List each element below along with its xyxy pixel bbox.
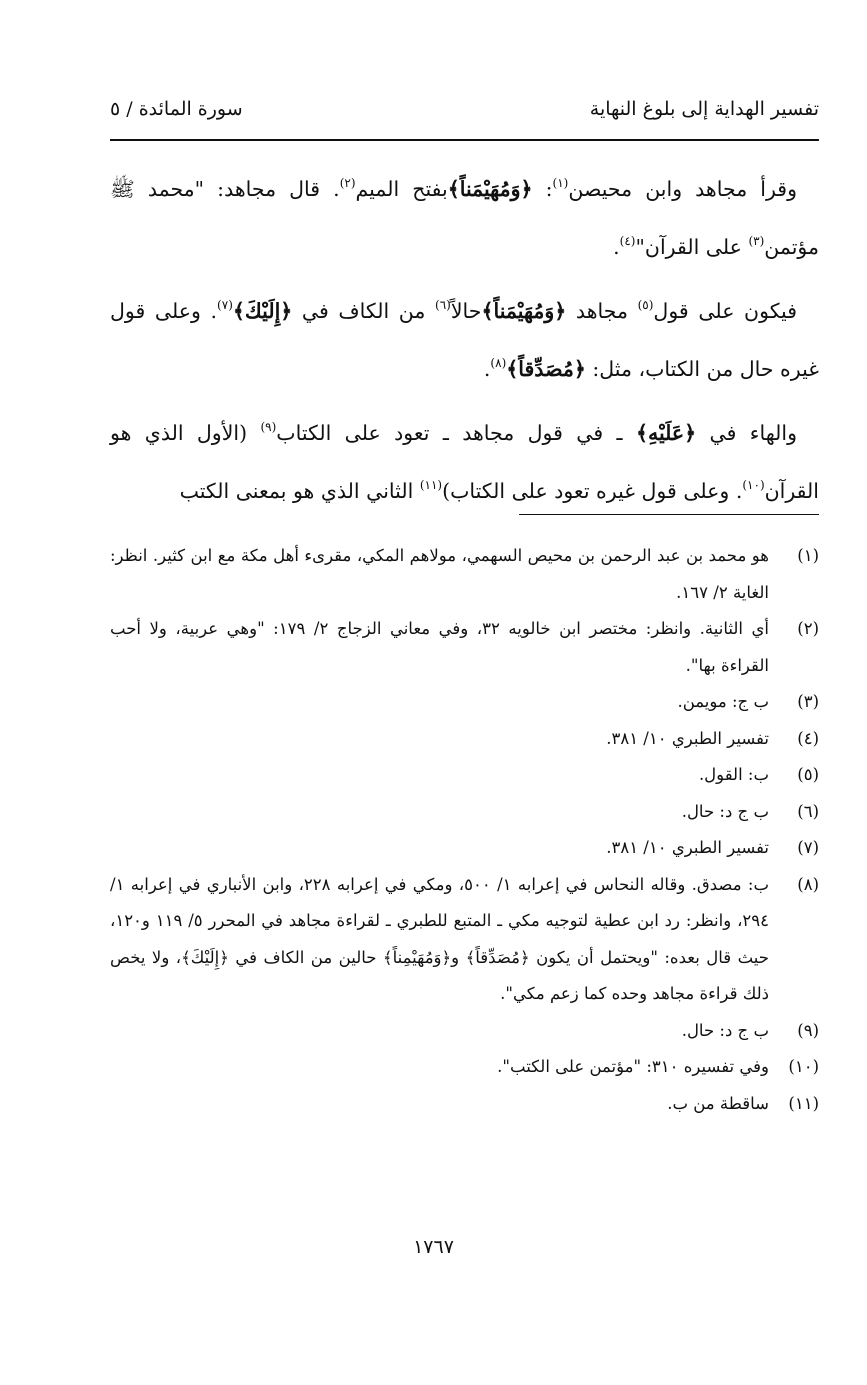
footnote-ref-11: (١١)	[419, 478, 443, 492]
footnote-text: تفسير الطبري ١٠/ ٣٨١.	[606, 728, 769, 748]
footnote-number: (١)	[797, 546, 819, 565]
footnote-number: (٧)	[797, 838, 819, 857]
footnote-number: (١٠)	[788, 1057, 819, 1076]
quran-word: ﴿مُصَدِّقاً﴾	[506, 357, 586, 381]
header-rule	[110, 139, 819, 141]
footnote-number: (٥)	[797, 765, 819, 784]
footnote-text: أي الثانية. وانظر: مختصر ابن خالويه ٣٢، وفي معاني الزجاج ٢/ ١٧٩: "وهي عربية، ولا أحب القراءة بها".	[110, 619, 769, 675]
footnote-text: ساقطة من ب.	[667, 1093, 769, 1113]
footnote	[110, 757, 819, 794]
footnote-number: (٩)	[797, 1020, 819, 1040]
footnote-text: هو محمد بن عبد الرحمن بن محيص السهمي، مولاهم المكي، مقرىء أهل مكة مع ابن كثير. انظر: الغاية ٢/ ١٦٧.	[110, 546, 769, 602]
footnote-text: ب: مصدق. وقاله النحاس في إعرابه ١/ ٥٠٠، ومكي في إعرابه ٢٢٨، وابن الأنباري في إعرابه ١/ ٢٩٤، وانظر: رد ابن عطية لتوجيه مكي ـ المتبع للطبري ـ لقراءة مجاهد في المحرر ٥/ ١١٩ و١٢٠، حيث قال بعده: "ويحتمل أن يكون ﴿مُصَدِّقاً﴾ و﴿وَمُهَيْمِناً﴾ حالين من الكاف في ﴿إِلَيْكَ﴾، ولا يخص ذلك قراءة مجاهد وحده كما زعم مكي".	[110, 874, 769, 1003]
quran-word: ﴿عَلَيْهِ﴾	[635, 421, 697, 445]
footnote	[110, 1049, 819, 1086]
footnote	[110, 1086, 819, 1123]
paragraph-3: والهاء في ﴿عَلَيْهِ﴾ ـ في قول مجاهد ـ تعود على الكتاب$^{(٩)}$ (الأول الذي هو القرآن$^{(١٠)}$. وعلى قول غيره تعود على الكتاب)$^{(١١)}$ الثاني الذي هو بمعنى الكتب	[110, 420, 819, 503]
paragraph-1: وقرأ مجاهد وابن محيصن$^{(١)}$: ﴿وَمُهَيْمَناً﴾بفتح الميم$^{(٢)}$. قال مجاهد: "محمد ﷺ مؤتمن$^{(٣)}$ على القرآن"$^{(٤)}$.	[110, 176, 819, 259]
footnote	[110, 830, 819, 867]
footnote-number: (١١)	[788, 1093, 819, 1113]
quran-word: ﴿وَمُهَيْمَناً﴾	[447, 177, 533, 201]
footnote-separator	[519, 514, 819, 515]
footnote-number: (٤)	[797, 728, 819, 748]
quran-word: ﴿إِلَيْكَ﴾	[232, 299, 293, 323]
footnote-text: ب ج د: حال.	[681, 801, 769, 821]
footnote-text: ب ج د: حال.	[681, 1020, 769, 1040]
footnote	[110, 538, 819, 611]
main-text	[110, 160, 819, 524]
quran-word: ﴿وَمُهَيْمَناً﴾	[481, 299, 567, 323]
footnote-text: ب ج: مويمن.	[677, 692, 769, 711]
footnote-ref-3: (٣)	[748, 234, 765, 248]
footnote-ref-2: (٢)	[339, 176, 356, 190]
footnote-number: (٣)	[797, 692, 819, 711]
footnote-ref-10: (١٠)	[742, 478, 765, 492]
paragraph-2: فيكون على قول$^{(٥)}$ مجاهد ﴿وَمُهَيْمَناً﴾حالاً$^{(٦)}$ من الكاف في ﴿إِلَيْكَ﴾$^{(٧)}$. وعلى قول غيره حال من الكتاب، مثل: ﴿مُصَدِّقاً﴾$^{(٨)}$.	[110, 298, 819, 381]
footnote-ref-9: (٩)	[260, 420, 277, 434]
footnote-number: (٨)	[797, 874, 819, 894]
footnote-ref-6: (٦)	[435, 298, 451, 312]
running-header	[110, 92, 819, 132]
footnote-text: تفسير الطبري ١٠/ ٣٨١.	[606, 838, 769, 857]
footnote-ref-5: (٥)	[637, 298, 654, 312]
footnote	[110, 684, 819, 721]
footnote-number: (٦)	[797, 801, 819, 821]
footnote	[110, 794, 819, 831]
footnote	[110, 611, 819, 684]
footnote-ref-4: (٤)	[619, 234, 636, 248]
footnote-text: ب: القول.	[698, 765, 769, 784]
page-number: ١٧٦٧	[413, 1236, 454, 1258]
footnote	[110, 721, 819, 758]
footnotes	[110, 538, 819, 1122]
footnote-number: (٢)	[797, 619, 819, 638]
footnote-ref-1: (١)	[552, 176, 569, 190]
footnote-ref-8: (٨)	[490, 356, 507, 370]
book-title: تفسير الهداية إلى بلوغ النهاية	[589, 98, 819, 120]
footnote-text: وفي تفسيره ٣١٠: "مؤتمن على الكتب".	[497, 1057, 769, 1076]
footnote	[110, 1013, 819, 1050]
surah-label: سورة المائدة / ٥	[110, 98, 243, 120]
footnote-ref-7: (٧)	[217, 298, 233, 312]
footnote	[110, 867, 819, 1013]
